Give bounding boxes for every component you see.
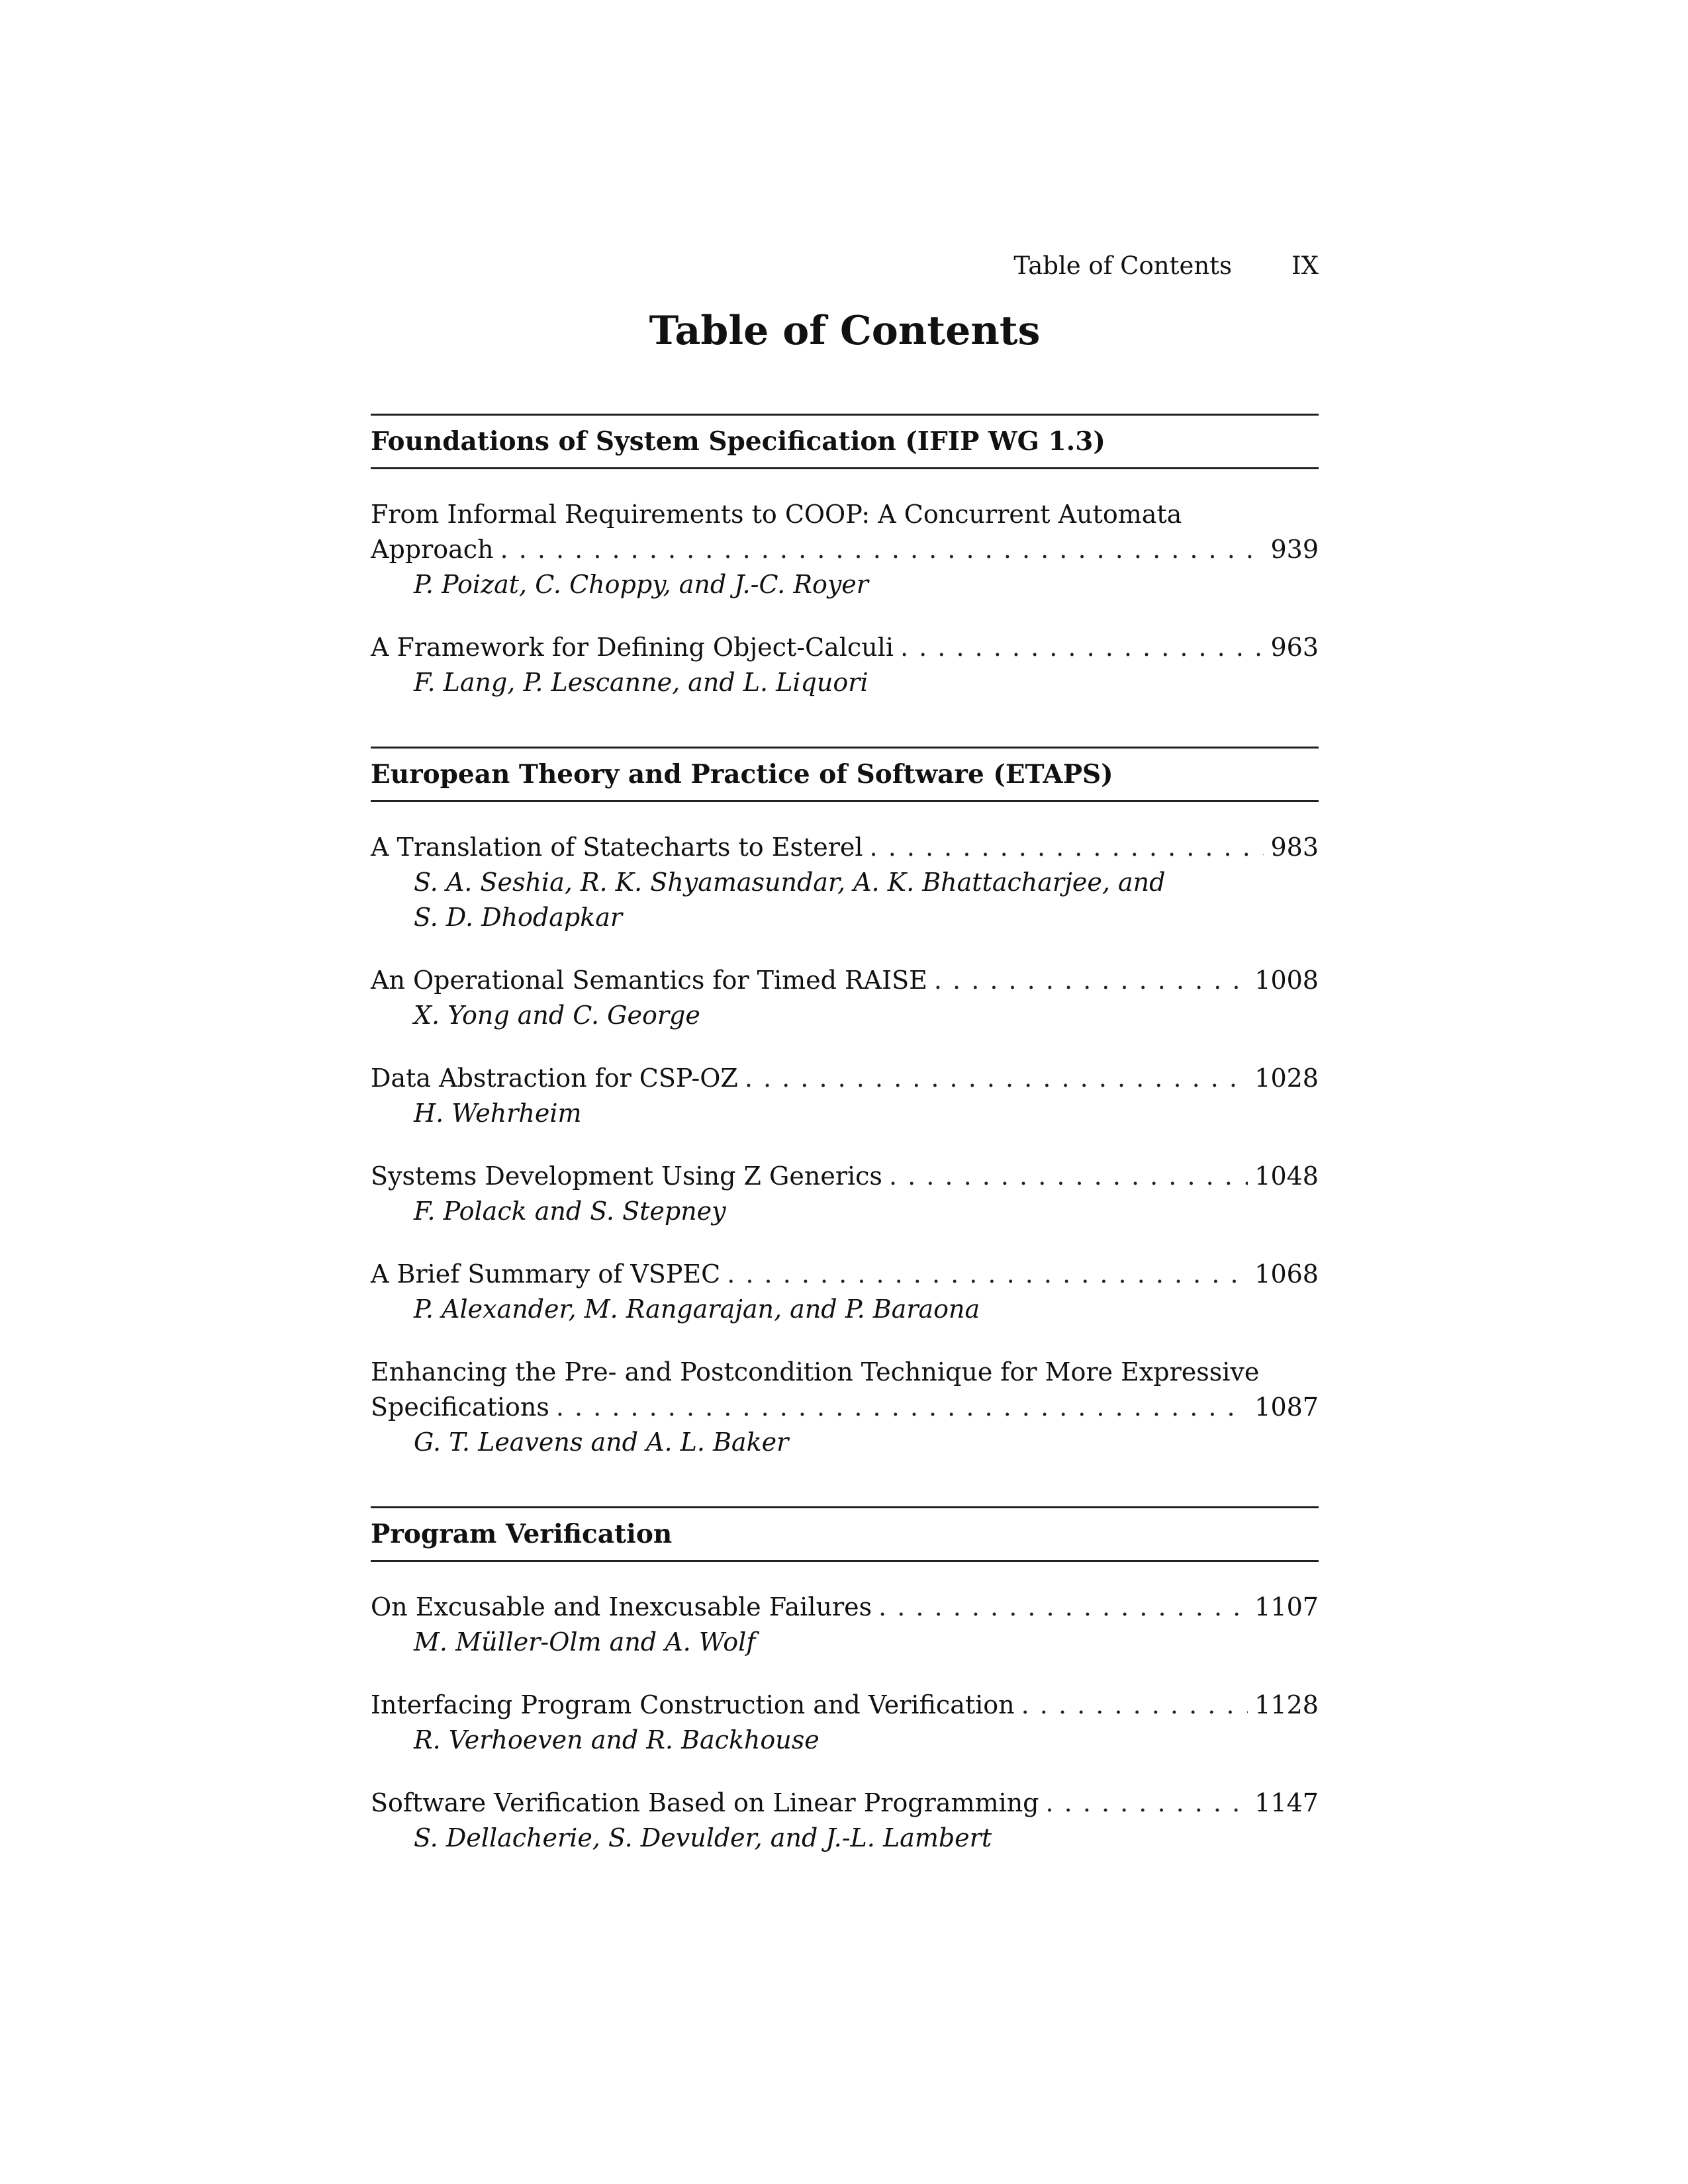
entry-page-number: 939 bbox=[1270, 535, 1319, 564]
toc-entry bbox=[371, 963, 1319, 1033]
entry-title-line: From Informal Requirements to COOP: A Concurrent Automata bbox=[371, 500, 1182, 529]
entry-title-row bbox=[371, 1257, 1319, 1292]
dot-leader bbox=[1021, 1688, 1248, 1723]
entry-page-number: 963 bbox=[1270, 633, 1319, 662]
entry-title-row bbox=[371, 1786, 1319, 1821]
entry-title-row bbox=[371, 1390, 1319, 1425]
dot-leader bbox=[500, 532, 1264, 567]
entry-authors: S. A. Seshia, R. K. Shyamasundar, A. K. Bhattacharjee, and bbox=[414, 868, 1166, 897]
entry-authors: F. Lang, P. Lescanne, and L. Liquori bbox=[414, 668, 868, 697]
dot-leader bbox=[878, 1590, 1248, 1625]
dot-leader bbox=[1046, 1786, 1248, 1821]
dot-leader bbox=[934, 963, 1248, 998]
running-head-page: IX bbox=[1291, 251, 1319, 280]
toc-entry bbox=[371, 1688, 1319, 1758]
entry-title-row bbox=[371, 1061, 1319, 1096]
dot-leader bbox=[745, 1061, 1248, 1096]
entry-page-number: 1107 bbox=[1254, 1592, 1319, 1621]
dot-leader bbox=[727, 1257, 1248, 1292]
entry-title: Data Abstraction for CSP-OZ bbox=[371, 1064, 738, 1093]
entry-title: Specifications bbox=[371, 1392, 549, 1422]
entry-title: An Operational Semantics for Timed RAISE bbox=[371, 966, 927, 995]
section-heading: Program Verification bbox=[371, 1506, 1319, 1562]
entry-page-number: 1128 bbox=[1254, 1690, 1319, 1719]
entry-title: Software Verification Based on Linear Programming bbox=[371, 1788, 1039, 1817]
entry-authors: M. Müller-Olm and A. Wolf bbox=[414, 1627, 756, 1657]
toc-entry bbox=[371, 1590, 1319, 1660]
entry-title: Systems Development Using Z Generics bbox=[371, 1161, 882, 1191]
entry-authors: P. Alexander, M. Rangarajan, and P. Baraona bbox=[414, 1295, 980, 1324]
toc-entry bbox=[371, 1061, 1319, 1131]
entry-title-row bbox=[371, 532, 1319, 567]
entry-page-number: 983 bbox=[1270, 833, 1319, 862]
entry-title-row bbox=[371, 1159, 1319, 1194]
toc-entry bbox=[371, 1257, 1319, 1327]
dot-leader bbox=[556, 1390, 1248, 1425]
section-heading: Foundations of System Specification (IFIP WG 1.3) bbox=[371, 414, 1319, 469]
running-head bbox=[1013, 251, 1319, 280]
entry-page-number: 1028 bbox=[1254, 1064, 1319, 1093]
entry-title: A Brief Summary of VSPEC bbox=[371, 1259, 721, 1289]
entry-page-number: 1147 bbox=[1254, 1788, 1319, 1817]
toc-content bbox=[371, 414, 1319, 1902]
entry-page-number: 1048 bbox=[1254, 1161, 1319, 1191]
entry-title: Approach bbox=[371, 535, 494, 564]
toc-entry bbox=[371, 497, 1319, 602]
entry-page-number: 1008 bbox=[1254, 966, 1319, 995]
entry-title-line: Enhancing the Pre- and Postcondition Technique for More Expressive bbox=[371, 1357, 1260, 1387]
entry-title: A Translation of Statecharts to Esterel bbox=[371, 833, 863, 862]
page-title: Table of Contents bbox=[649, 308, 1041, 354]
toc-section bbox=[371, 414, 1319, 700]
dot-leader bbox=[889, 1159, 1248, 1194]
toc-entry bbox=[371, 1786, 1319, 1856]
entry-authors: X. Yong and C. George bbox=[414, 1001, 700, 1030]
entry-page-number: 1087 bbox=[1254, 1392, 1319, 1422]
entry-authors: F. Polack and S. Stepney bbox=[414, 1197, 726, 1226]
entry-title-row bbox=[371, 1590, 1319, 1625]
running-head-label: Table of Contents bbox=[1013, 251, 1233, 280]
entry-authors: H. Wehrheim bbox=[414, 1099, 582, 1128]
toc-entry bbox=[371, 830, 1319, 935]
dot-leader bbox=[900, 630, 1264, 665]
section-heading: European Theory and Practice of Software (ETAPS) bbox=[371, 747, 1319, 802]
entry-title-row bbox=[371, 830, 1319, 865]
entry-authors: G. T. Leavens and A. L. Baker bbox=[414, 1428, 789, 1457]
entry-title-row bbox=[371, 630, 1319, 665]
entry-authors: S. D. Dhodapkar bbox=[414, 903, 623, 932]
toc-entry bbox=[371, 630, 1319, 700]
dot-leader bbox=[870, 830, 1264, 865]
entry-authors: R. Verhoeven and R. Backhouse bbox=[414, 1725, 820, 1754]
entry-title: Interfacing Program Construction and Verification bbox=[371, 1690, 1015, 1719]
entry-title: On Excusable and Inexcusable Failures bbox=[371, 1592, 872, 1621]
toc-entry bbox=[371, 1159, 1319, 1229]
entry-title: A Framework for Defining Object-Calculi bbox=[371, 633, 894, 662]
toc-entry bbox=[371, 1355, 1319, 1460]
entry-page-number: 1068 bbox=[1254, 1259, 1319, 1289]
toc-section bbox=[371, 1506, 1319, 1856]
entry-title-row bbox=[371, 1688, 1319, 1723]
toc-section bbox=[371, 747, 1319, 1460]
entry-authors: S. Dellacherie, S. Devulder, and J.-L. Lambert bbox=[414, 1823, 992, 1852]
entry-authors: P. Poizat, C. Choppy, and J.-C. Royer bbox=[414, 570, 868, 599]
entry-title-row bbox=[371, 963, 1319, 998]
